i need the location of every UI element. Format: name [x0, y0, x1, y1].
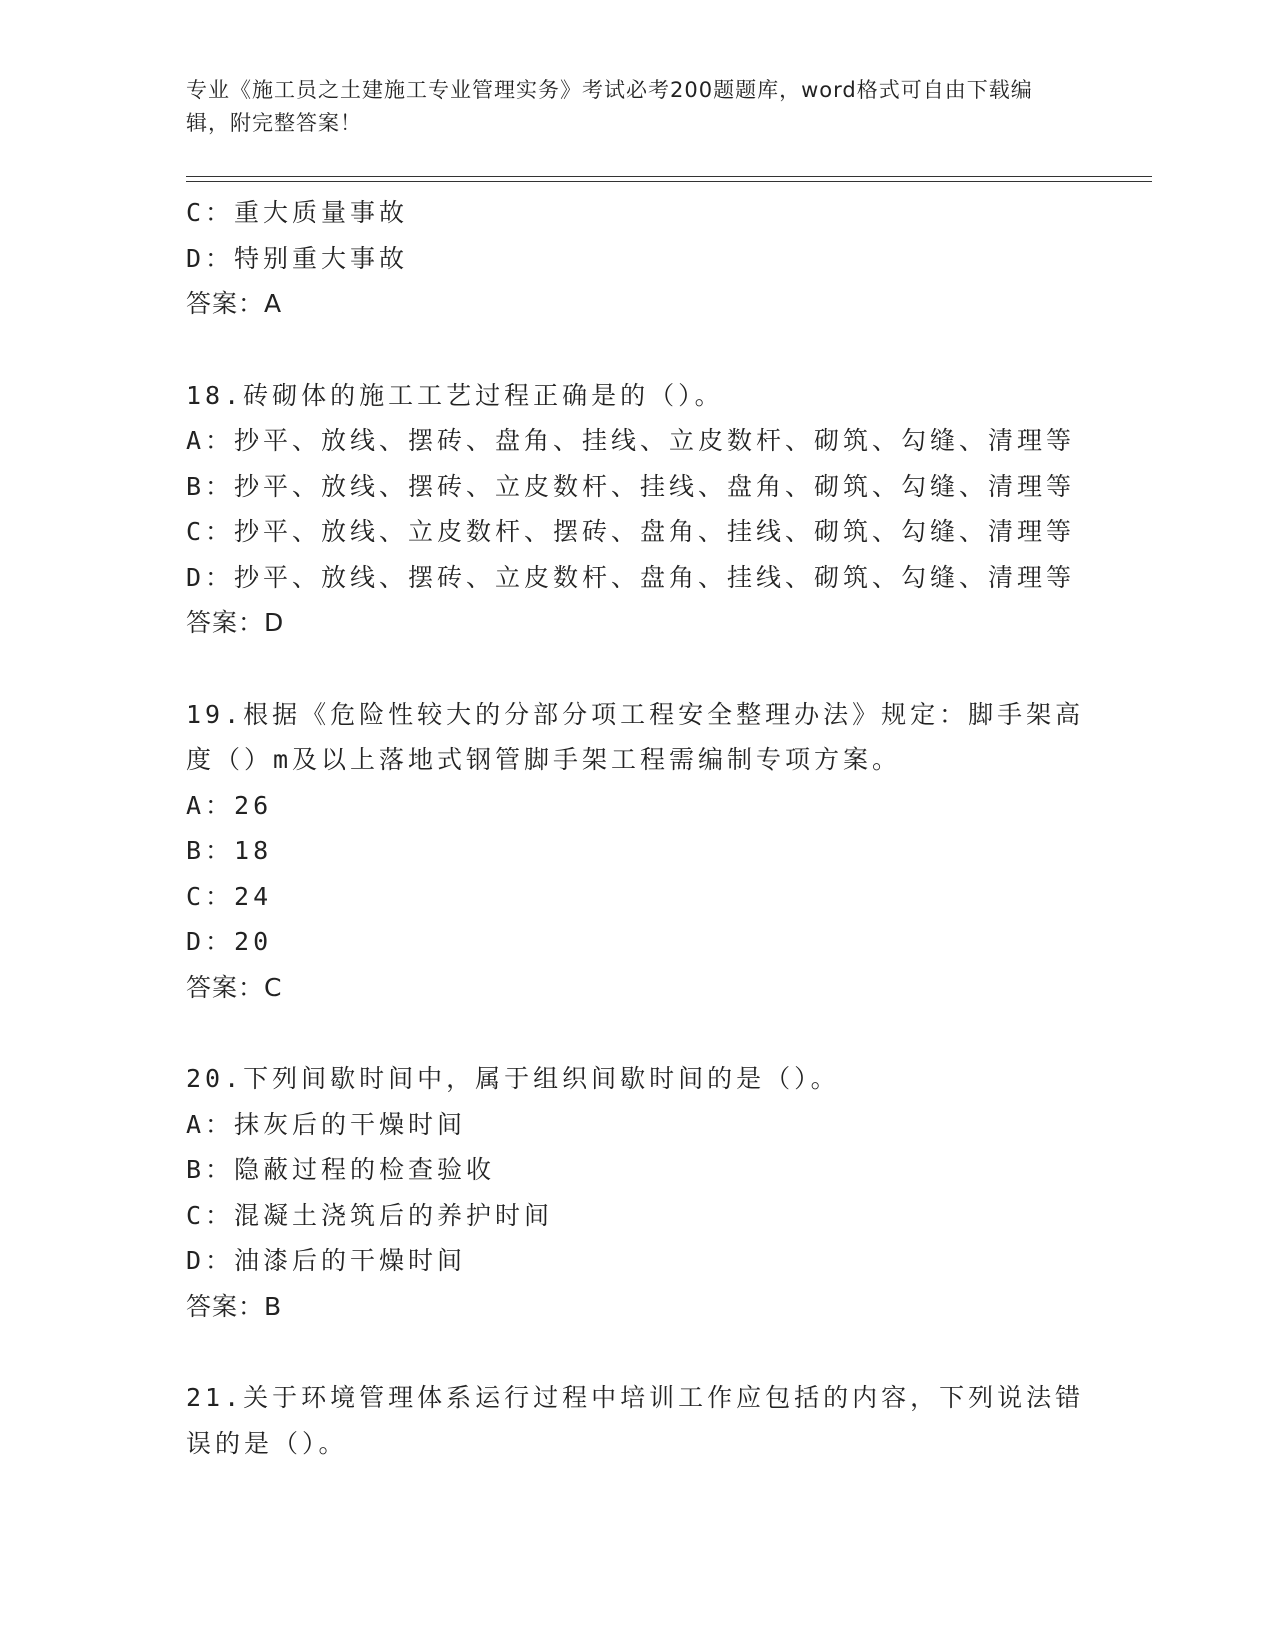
option-d: D：抄平、放线、摆砖、立皮数杆、盘角、挂线、砌筑、勾缝、清理等: [186, 562, 1076, 592]
question-stem-line-1: 21.关于环境管理体系运行过程中培训工作应包括的内容，下列说法错: [186, 1383, 1085, 1412]
header-divider-bottom: [186, 181, 1152, 182]
document-header: [186, 74, 1066, 140]
answer-label: 答案：C: [186, 972, 283, 1002]
option-d: D：油漆后的干燥时间: [186, 1246, 467, 1275]
question-stem-line-1: 19.根据《危险性较大的分部分项工程安全整理办法》规定：脚手架高: [186, 699, 1085, 729]
answer-label: 答案：A: [186, 289, 283, 318]
option-c: C：抄平、放线、立皮数杆、摆砖、盘角、挂线、砌筑、勾缝、清理等: [186, 517, 1076, 546]
spacer: [186, 1010, 1152, 1056]
question-17-tail: [186, 190, 1152, 327]
question-19: [186, 692, 1152, 1011]
option-b: B：隐蔽过程的检查验收: [186, 1155, 496, 1184]
question-20: [186, 1056, 1152, 1329]
question-stem: 18.砖砌体的施工工艺过程正确是的（）。: [186, 380, 724, 410]
header-text: 专业《施工员之土建施工专业管理实务》考试必考200题题库，word格式可自由下载编辑，附完整答案！: [186, 78, 1033, 135]
option-c: C：重大质量事故: [186, 198, 409, 227]
question-list: [186, 190, 1152, 1466]
option-a: A：抹灰后的干燥时间: [186, 1109, 467, 1139]
header-divider-top: [186, 176, 1152, 177]
question-stem: 20.下列间歇时间中，属于组织间歇时间的是（）。: [186, 1064, 840, 1093]
question-stem-line-2: 误的是（）。: [186, 1428, 348, 1458]
option-b: B：抄平、放线、摆砖、立皮数杆、挂线、盘角、砌筑、勾缝、清理等: [186, 471, 1076, 501]
question-21: [186, 1375, 1152, 1466]
option-a: A：26: [186, 790, 273, 820]
question-18: [186, 373, 1152, 646]
question-stem-line-2: 度（）m及以上落地式钢管脚手架工程需编制专项方案。: [186, 745, 902, 774]
option-d: D：特别重大事故: [186, 243, 409, 273]
answer-label: 答案：D: [186, 608, 285, 637]
option-a: A：抄平、放线、摆砖、盘角、挂线、立皮数杆、砌筑、勾缝、清理等: [186, 426, 1076, 455]
option-c: C：混凝土浇筑后的养护时间: [186, 1200, 554, 1230]
option-b: B：18: [186, 836, 273, 865]
option-d: D：20: [186, 927, 273, 956]
option-c: C：24: [186, 881, 273, 911]
spacer: [186, 327, 1152, 373]
answer-label: 答案：B: [186, 1291, 283, 1321]
spacer: [186, 646, 1152, 692]
spacer: [186, 1329, 1152, 1375]
